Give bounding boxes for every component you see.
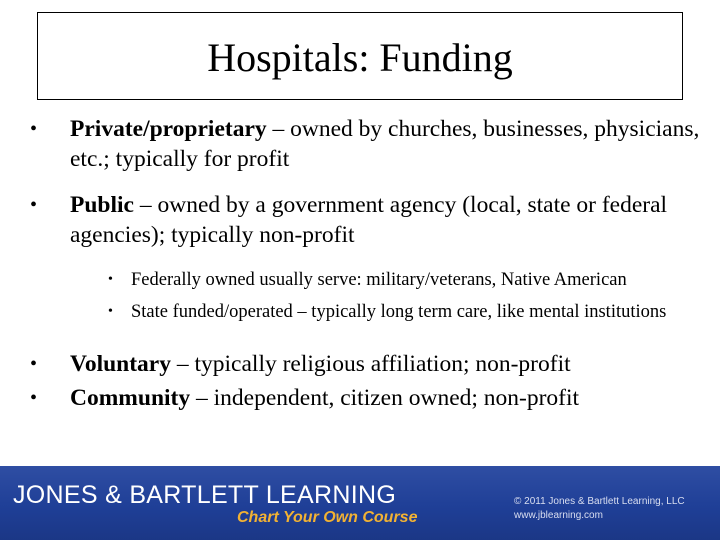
bullet-private xyxy=(30,114,700,174)
sub-bullet-marker: • xyxy=(108,304,113,319)
bullet-public xyxy=(30,190,700,250)
title-box xyxy=(37,12,683,100)
bullet-text: – independent, citizen owned; non-profit xyxy=(190,385,580,411)
bullet-text: – owned by churches, businesses, physicians, etc.; typically for profit xyxy=(70,116,700,172)
bullet-marker: • xyxy=(30,194,38,216)
sub-bullet-marker: • xyxy=(108,272,113,287)
bullet-text: – typically religious affiliation; non-profit xyxy=(171,351,571,377)
bullet-marker: • xyxy=(30,387,38,409)
bullet-term: Private/proprietary xyxy=(70,116,267,142)
website-url: www.jblearning.com xyxy=(514,510,603,521)
bullet-community xyxy=(30,383,700,413)
publisher-tagline: Chart Your Own Course xyxy=(237,509,418,526)
bullet-marker: • xyxy=(30,353,38,375)
publisher-logo-text: JONES & BARTLETT LEARNING xyxy=(13,481,397,509)
sub-bullet-text: State funded/operated – typically long term care, like mental institutions xyxy=(131,302,667,322)
copyright-block xyxy=(514,495,685,523)
footer-banner xyxy=(0,466,720,540)
bullet-term: Community xyxy=(70,385,191,411)
slide-title: Hospitals: Funding xyxy=(207,35,513,80)
sub-bullet-text: Federally owned usually serve: military/veterans, Native American xyxy=(131,270,627,290)
sub-bullet-federal xyxy=(30,268,700,292)
sub-bullet-state xyxy=(30,300,700,324)
bullet-marker: • xyxy=(30,118,38,140)
bullet-text: – owned by a government agency (local, state or federal agencies); typically non-profit xyxy=(70,192,668,248)
slide-content xyxy=(30,114,700,413)
bullet-voluntary xyxy=(30,349,700,379)
bullet-term: Voluntary xyxy=(70,351,171,377)
copyright-notice: © 2011 Jones & Bartlett Learning, LLC xyxy=(514,496,685,507)
bullet-term: Public xyxy=(70,192,134,218)
